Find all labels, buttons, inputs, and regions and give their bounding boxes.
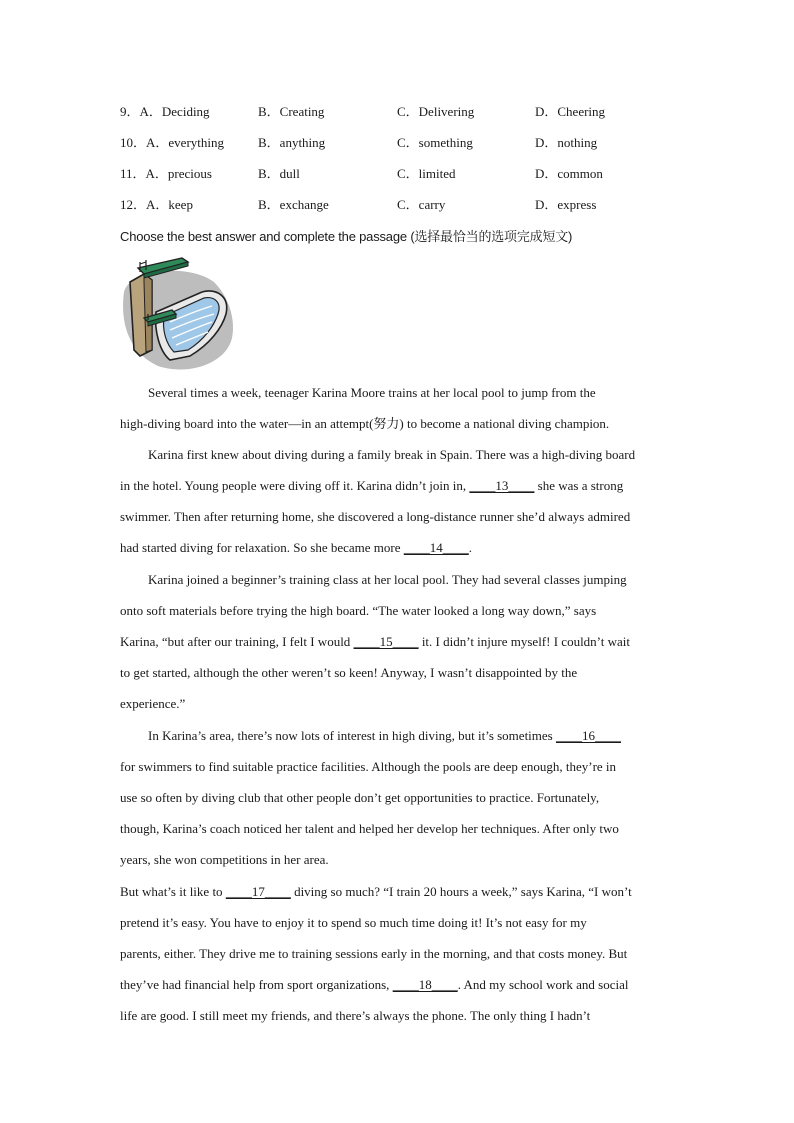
text-line: in the hotel. Young people were diving off it. Karina didn’t join in, ____13____ she was a strong bbox=[120, 470, 676, 501]
question-12-options bbox=[120, 195, 680, 215]
text-line: high-diving board into the water—in an attempt(努力) to become a national diving champion. bbox=[120, 416, 610, 431]
text-line: had started diving for relaxation. So she became more ____14____. bbox=[120, 532, 676, 563]
text-line: though, Karina’s coach noticed her talent and helped her develop her techniques. After only two bbox=[120, 821, 619, 836]
option-c: C．limited bbox=[397, 166, 456, 181]
option-d: D．express bbox=[535, 197, 597, 212]
text-line: Karina joined a beginner’s training class at her local pool. They had several classes jumping bbox=[148, 572, 627, 587]
text-line: Karina, “but after our training, I felt I would ____15____ it. I didn’t injure myself! I couldn’t wait bbox=[120, 626, 676, 657]
paragraph-1 bbox=[120, 377, 676, 439]
blank-14: ____14____ bbox=[403, 540, 469, 555]
text-line: Karina first knew about diving during a family break in Spain. There was a high-diving board bbox=[148, 447, 636, 462]
text-line: In Karina’s area, there’s now lots of interest in high diving, but it’s sometimes ____16____ bbox=[120, 720, 676, 751]
text-line: to get started, although the other weren’t so keen! Anyway, I wasn’t disappointed by the bbox=[120, 665, 578, 680]
text-line: onto soft materials before trying the high board. “The water looked a long way down,” says bbox=[120, 603, 597, 618]
option-d: D．common bbox=[535, 166, 603, 181]
blank-15: ____15____ bbox=[353, 634, 419, 649]
blank-18: ____18____ bbox=[392, 977, 458, 992]
option-c: C．carry bbox=[397, 197, 446, 212]
option-a: 10．A．everything bbox=[120, 135, 224, 150]
text-line: pretend it’s easy. You have to enjoy it to spend so much time doing it! It’s not easy for my bbox=[120, 915, 587, 930]
paragraph-2 bbox=[120, 439, 676, 563]
text-line: parents, either. They drive me to training sessions early in the morning, and that costs money. But bbox=[120, 946, 628, 961]
blank-13: ____13____ bbox=[469, 478, 535, 493]
option-c: C．Delivering bbox=[397, 104, 475, 119]
option-d: D．Cheering bbox=[535, 104, 606, 119]
section-instruction: Choose the best answer and complete the passage (选择最恰当的选项完成短文) bbox=[120, 229, 573, 244]
option-a: 12．A．keep bbox=[120, 197, 193, 212]
blank-16: ____16____ bbox=[555, 728, 621, 743]
option-a: 11．A．precious bbox=[120, 166, 212, 181]
paragraph-3 bbox=[120, 564, 676, 719]
option-c: C．something bbox=[397, 135, 473, 150]
diving-board-and-pool-icon bbox=[118, 252, 236, 376]
text-line: life are good. I still meet my friends, and there’s always the phone. The only thing I hadn’t bbox=[120, 1008, 591, 1023]
paragraph-5 bbox=[120, 876, 676, 1031]
question-10-options bbox=[120, 133, 680, 153]
option-b: B．exchange bbox=[258, 197, 329, 212]
text-line: they’ve had financial help from sport organizations, ____18____. And my school work and social bbox=[120, 969, 676, 1000]
text-line: years, she won competitions in her area. bbox=[120, 852, 329, 867]
option-b: B．Creating bbox=[258, 104, 325, 119]
text-line: But what’s it like to ____17____ diving so much? “I train 20 hours a week,” says Karina, “I won’t bbox=[120, 876, 676, 907]
paragraph-4 bbox=[120, 720, 676, 875]
option-a: 9．A．Deciding bbox=[120, 104, 210, 119]
text-line: Several times a week, teenager Karina Moore trains at her local pool to jump from the bbox=[148, 385, 596, 400]
question-9-options bbox=[120, 102, 680, 122]
question-11-options bbox=[120, 164, 680, 184]
text-line: for swimmers to find suitable practice facilities. Although the pools are deep enough, they’re in bbox=[120, 759, 617, 774]
text-line: swimmer. Then after returning home, she discovered a long-distance runner she’d always admired bbox=[120, 509, 631, 524]
option-b: B．anything bbox=[258, 135, 326, 150]
blank-17: ____17____ bbox=[225, 884, 291, 899]
option-d: D．nothing bbox=[535, 135, 598, 150]
option-b: B．dull bbox=[258, 166, 300, 181]
text-line: use so often by diving club that other people don’t get opportunities to practice. Fortunately, bbox=[120, 790, 600, 805]
text-line: experience.” bbox=[120, 696, 186, 711]
